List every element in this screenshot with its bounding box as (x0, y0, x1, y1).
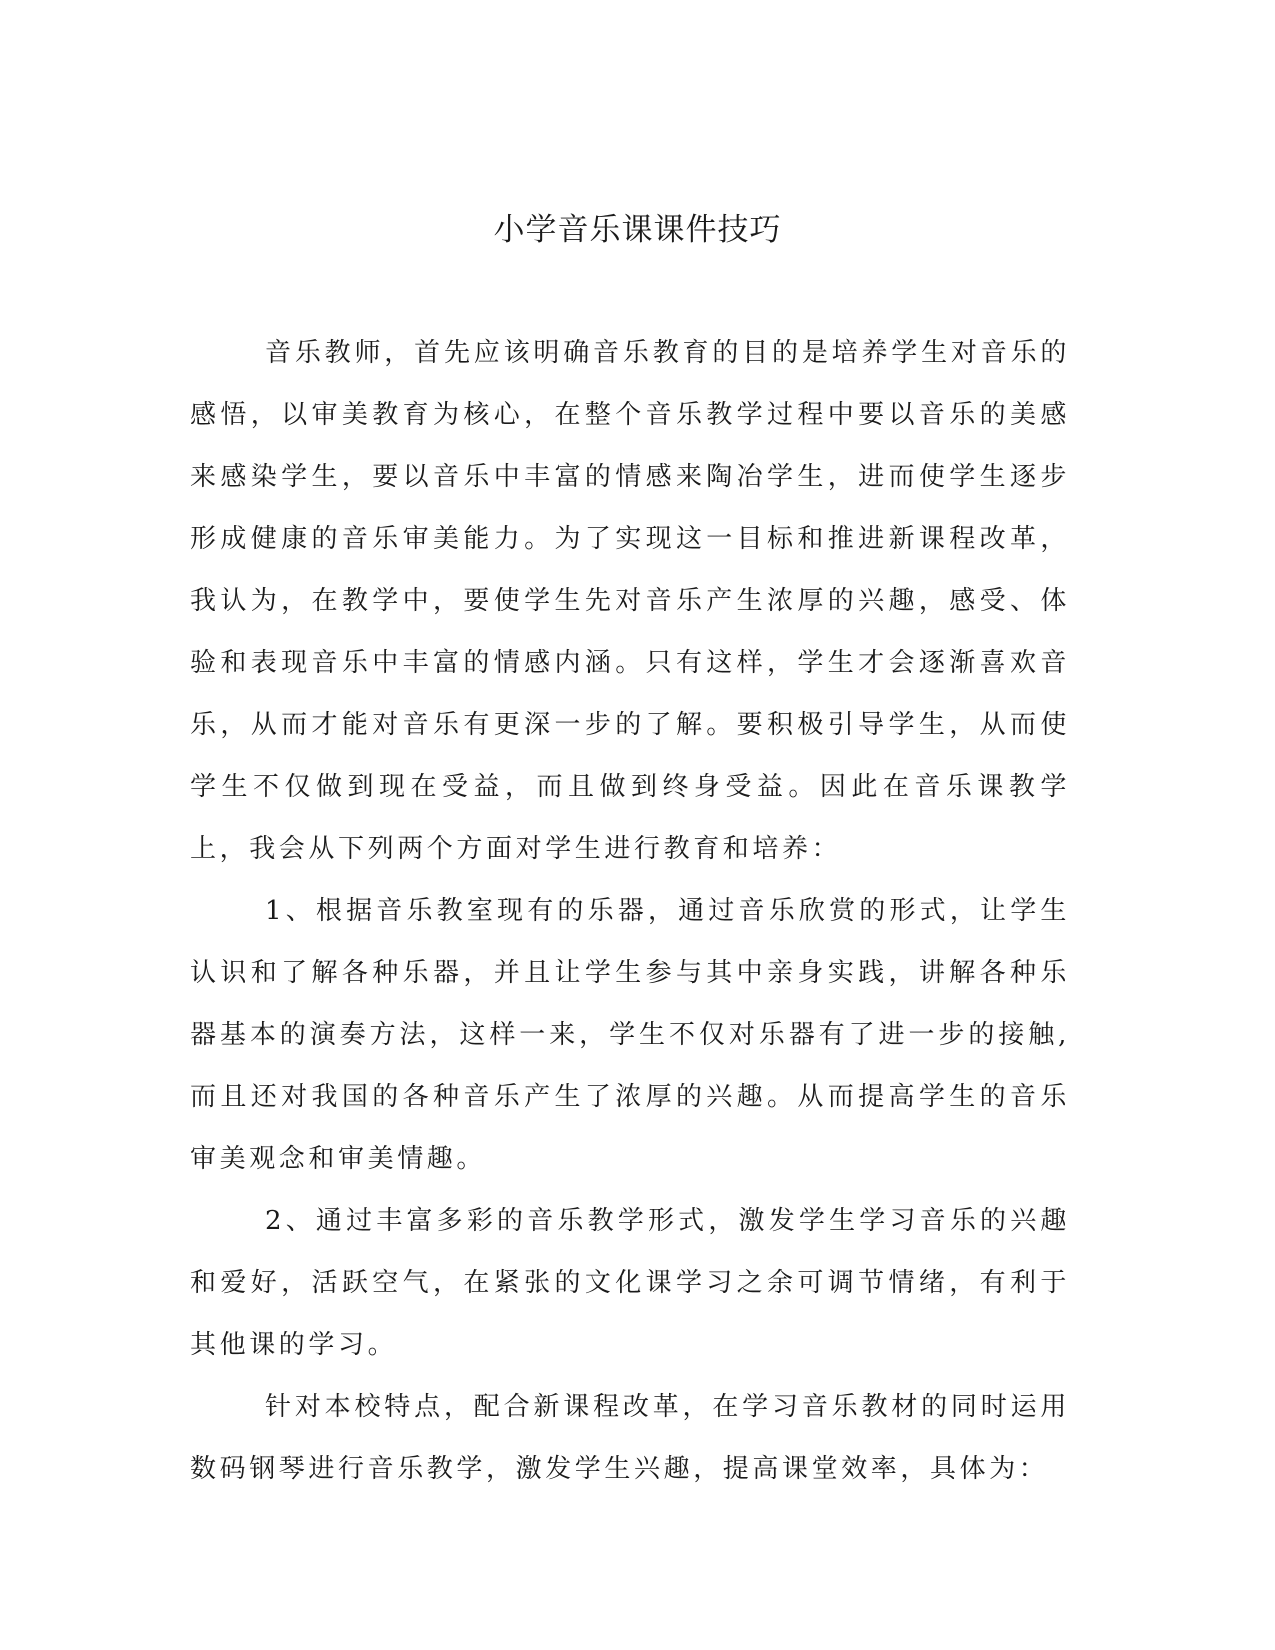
paragraph-point-1: 1、根据音乐教室现有的乐器，通过音乐欣赏的形式，让学生认识和了解各种乐器，并且让学生参与其中亲身实践，讲解各种乐器基本的演奏方法，这样一来，学生不仅对乐器有了进一步的接触,而且还对我国的各种音乐产生了浓厚的兴趣。从而提高学生的音乐审美观念和审美情趣。 (190, 896, 1070, 1174)
paragraph-point-2: 2、通过丰富多彩的音乐教学形式，激发学生学习音乐的兴趣和爱好，活跃空气，在紧张的文化课学习之余可调节情绪，有利于其他课的学习。 (190, 1206, 1070, 1360)
document-title: 小学音乐课课件技巧 (493, 212, 782, 248)
paragraph-intro: 音乐教师，首先应该明确音乐教育的目的是培养学生对音乐的感悟，以审美教育为核心，在整个音乐教学过程中要以音乐的美感来感染学生，要以音乐中丰富的情感来陶冶学生，进而使学生逐步形成健康的音乐审美能力。为了实现这一目标和推进新课程改革，我认为，在教学中，要使学生先对音乐产生浓厚的兴趣，感受、体验和表现音乐中丰富的情感内涵。只有这样，学生才会逐渐喜欢音乐，从而才能对音乐有更深一步的了解。要积极引导学生，从而使学生不仅做到现在受益，而且做到终身受益。因此在音乐课教学上，我会从下列两个方面对学生进行教育和培养： (190, 338, 1070, 864)
paragraph-closing: 针对本校特点，配合新课程改革，在学习音乐教材的同时运用数码钢琴进行音乐教学，激发学生兴趣，提高课堂效率，具体为： (190, 1392, 1070, 1484)
document-body (190, 322, 1070, 1500)
